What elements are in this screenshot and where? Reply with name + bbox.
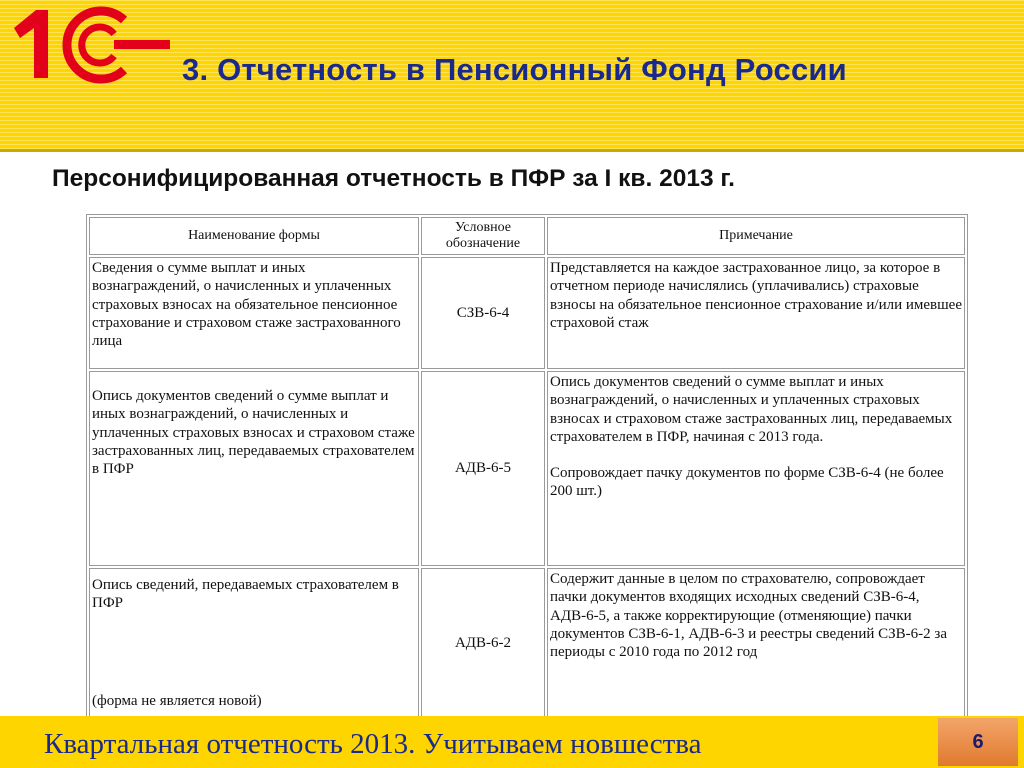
form-code-cell: СЗВ-6-4 [421,257,545,369]
form-name-text: Опись документов сведений о сумме выплат и иных вознаграждений, о начисленных и уплаченных страховых взносах и страховом стаже застрахованных лиц, передаваемых страхователем в ПФР [92,388,415,478]
form-name-text: Опись сведений, передаваемых страхователем в ПФР [92,577,399,612]
form-note-cell [547,371,965,566]
header-band [0,0,1024,152]
form-note-text: Сопровождает пачку документов по форме СЗВ-6-4 (не более 200 шт.) [550,465,944,500]
form-code-cell: АДВ-6-2 [421,568,545,718]
form-code-cell: АДВ-6-5 [421,371,545,566]
slide-title: 3. Отчетность в Пенсионный Фонд России [182,52,847,87]
1c-logo [6,4,174,86]
form-note-cell: Содержит данные в целом по страхователю, сопровождает пачки документов входящих исходных сведений СЗВ-6-4, АДВ-6-5, а также корректирующие (отменяющие) пачки документов СЗВ-6-1, АДВ-6-3 и реестры сведений СЗВ-6-2 за периоды с 2010 года по 2012 год [547,568,965,718]
header-code: Условное обозначение [421,217,545,255]
registered-mark: ® [110,10,118,21]
footer-text: Квартальная отчетность 2013. Учитываем новшества [44,728,702,760]
table-header-row [89,217,965,255]
form-note-text: Опись документов сведений о сумме выплат и иных вознаграждений, о начисленных и уплаченных страховых взносах и страховом стаже застрахованных лиц, передаваемых страхователем в ПФР, начиная с 2013 года. [550,374,953,445]
form-name-cell [89,568,419,718]
table-row [89,257,965,369]
forms-table [86,214,968,721]
table-row [89,371,965,566]
form-name-note: (форма не является новой) [92,692,262,709]
form-name-cell [89,371,419,566]
page-number: 6 [938,718,1018,766]
form-name-cell: Сведения о сумме выплат и иных вознаграждений, о начисленных и уплаченных страховых взносах на обязательное пенсионное страхование и страховом стаже застрахованного лица [89,257,419,369]
header-note: Примечание [547,217,965,255]
table-row [89,568,965,718]
header-form-name: Наименование формы [89,217,419,255]
form-note-cell: Представляется на каждое застрахованное лицо, за которое в отчетном периоде начислялись (уплачивались) страховые взносы на обязательное пенсионное страхование и/или имевшее страховой стаж [547,257,965,369]
slide-subtitle: Персонифицированная отчетность в ПФР за I кв. 2013 г. [52,165,735,192]
